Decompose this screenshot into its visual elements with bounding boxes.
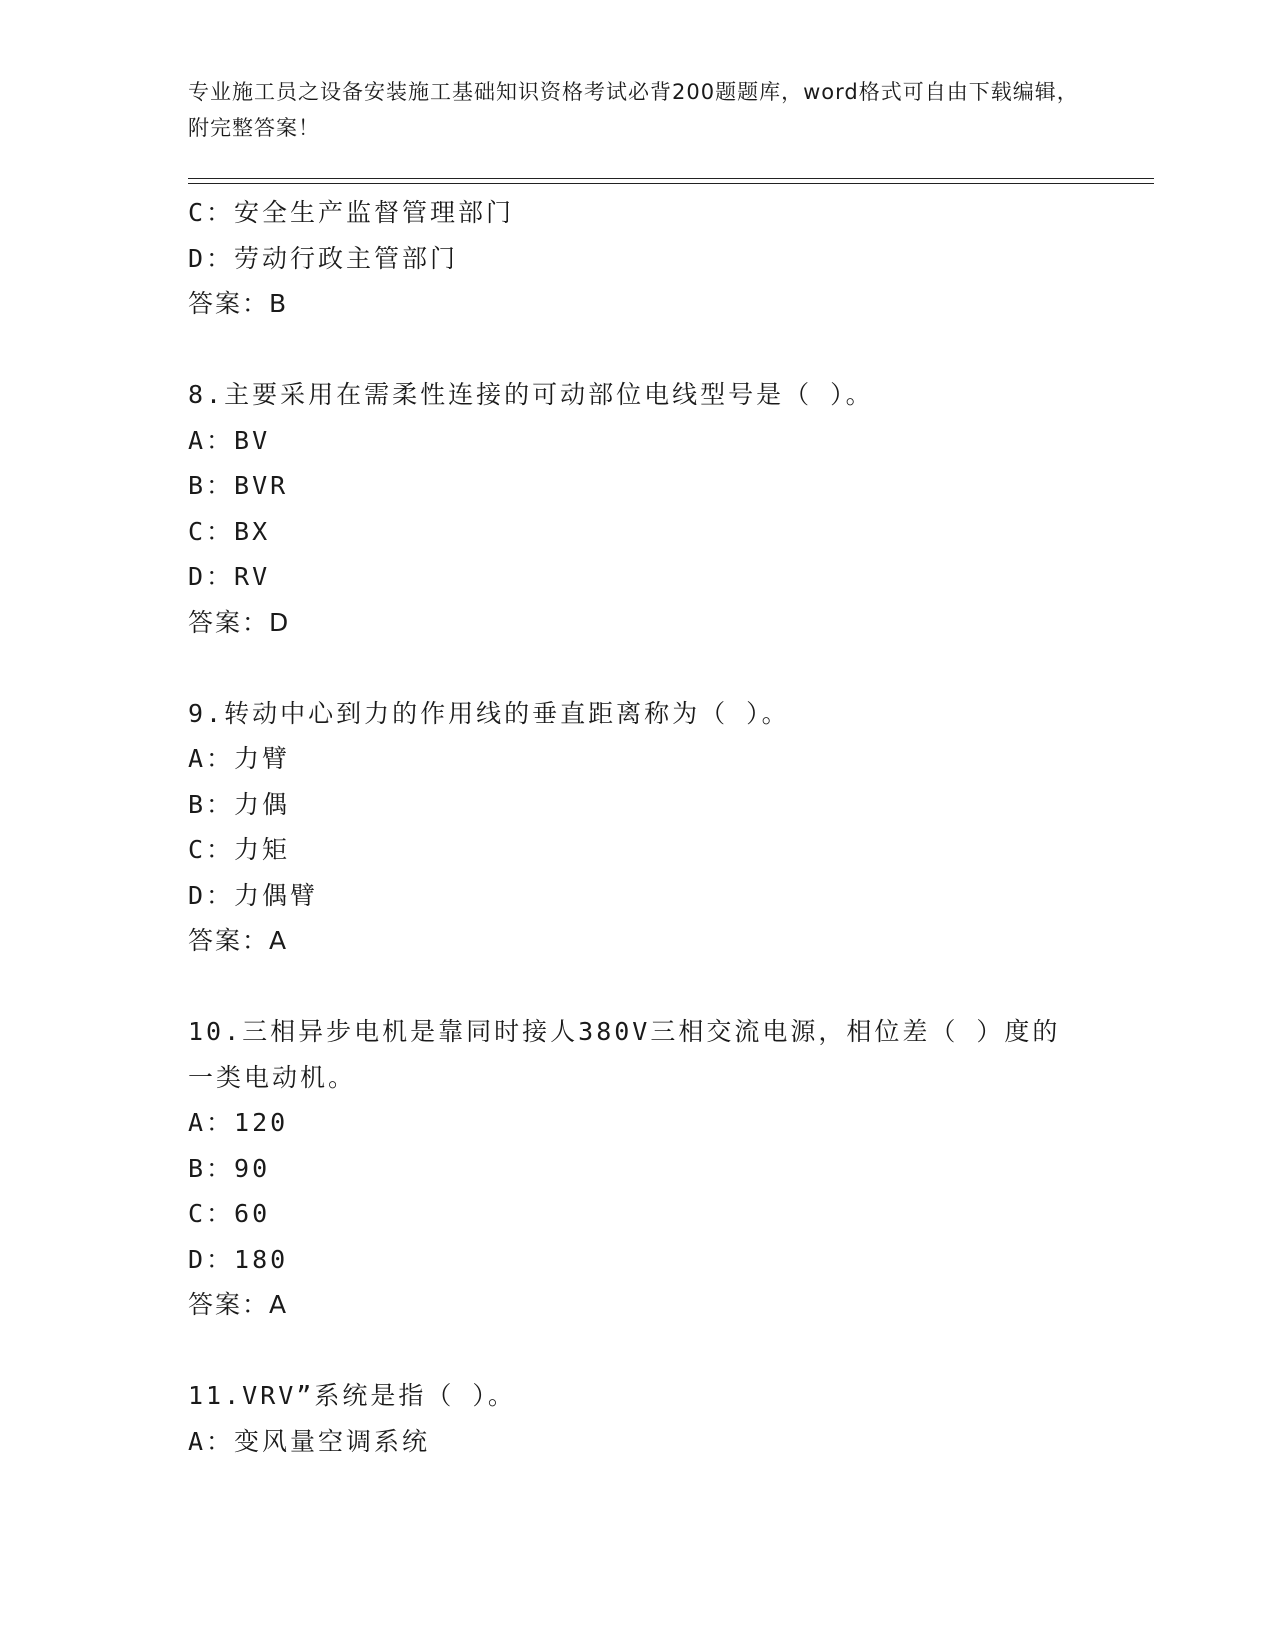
question-text: 11.VRV”系统是指（ ）。 bbox=[188, 1381, 516, 1410]
question-9 bbox=[188, 691, 1088, 964]
question-text: 8.主要采用在需柔性连接的可动部位电线型号是（ ）。 bbox=[188, 380, 874, 409]
answer-line: 答案：D bbox=[188, 607, 291, 637]
option-b: B：力偶 bbox=[188, 789, 291, 819]
option-c: C：60 bbox=[188, 1199, 271, 1228]
document-header: 专业施工员之设备安装施工基础知识资格考试必背200题题库，word格式可自由下载编辑，附完整答案！ bbox=[188, 80, 1079, 140]
answer-line: 答案：A bbox=[188, 926, 289, 955]
option-d: D：劳动行政主管部门 bbox=[188, 243, 459, 273]
header-divider-bottom bbox=[188, 183, 1154, 184]
preceding-question-tail bbox=[188, 190, 1088, 327]
option-a: A：力臂 bbox=[188, 744, 291, 773]
option-c: C：BX bbox=[188, 516, 271, 546]
option-d: D：力偶臂 bbox=[188, 880, 319, 910]
question-content bbox=[188, 190, 1088, 1464]
question-11 bbox=[188, 1373, 1088, 1464]
option-b: B：BVR bbox=[188, 471, 289, 500]
option-d: D：RV bbox=[188, 562, 271, 591]
option-b: B：90 bbox=[188, 1153, 271, 1183]
option-d: D：180 bbox=[188, 1244, 289, 1274]
answer-line: 答案：A bbox=[188, 1290, 289, 1319]
option-c: C：安全生产监督管理部门 bbox=[188, 198, 515, 227]
question-8 bbox=[188, 372, 1088, 645]
question-text: 10.三相异步电机是靠同时接人380V三相交流电源，相位差（ ）度的一类电动机。 bbox=[188, 1017, 1061, 1092]
question-text: 9.转动中心到力的作用线的垂直距离称为（ ）。 bbox=[188, 698, 790, 728]
option-a: A：120 bbox=[188, 1108, 289, 1137]
option-a: A：变风量空调系统 bbox=[188, 1426, 431, 1456]
option-c: C：力矩 bbox=[188, 835, 291, 864]
option-a: A：BV bbox=[188, 425, 271, 455]
header-divider-top bbox=[188, 178, 1154, 179]
question-10 bbox=[188, 1009, 1088, 1328]
answer-line: 答案：B bbox=[188, 289, 289, 318]
